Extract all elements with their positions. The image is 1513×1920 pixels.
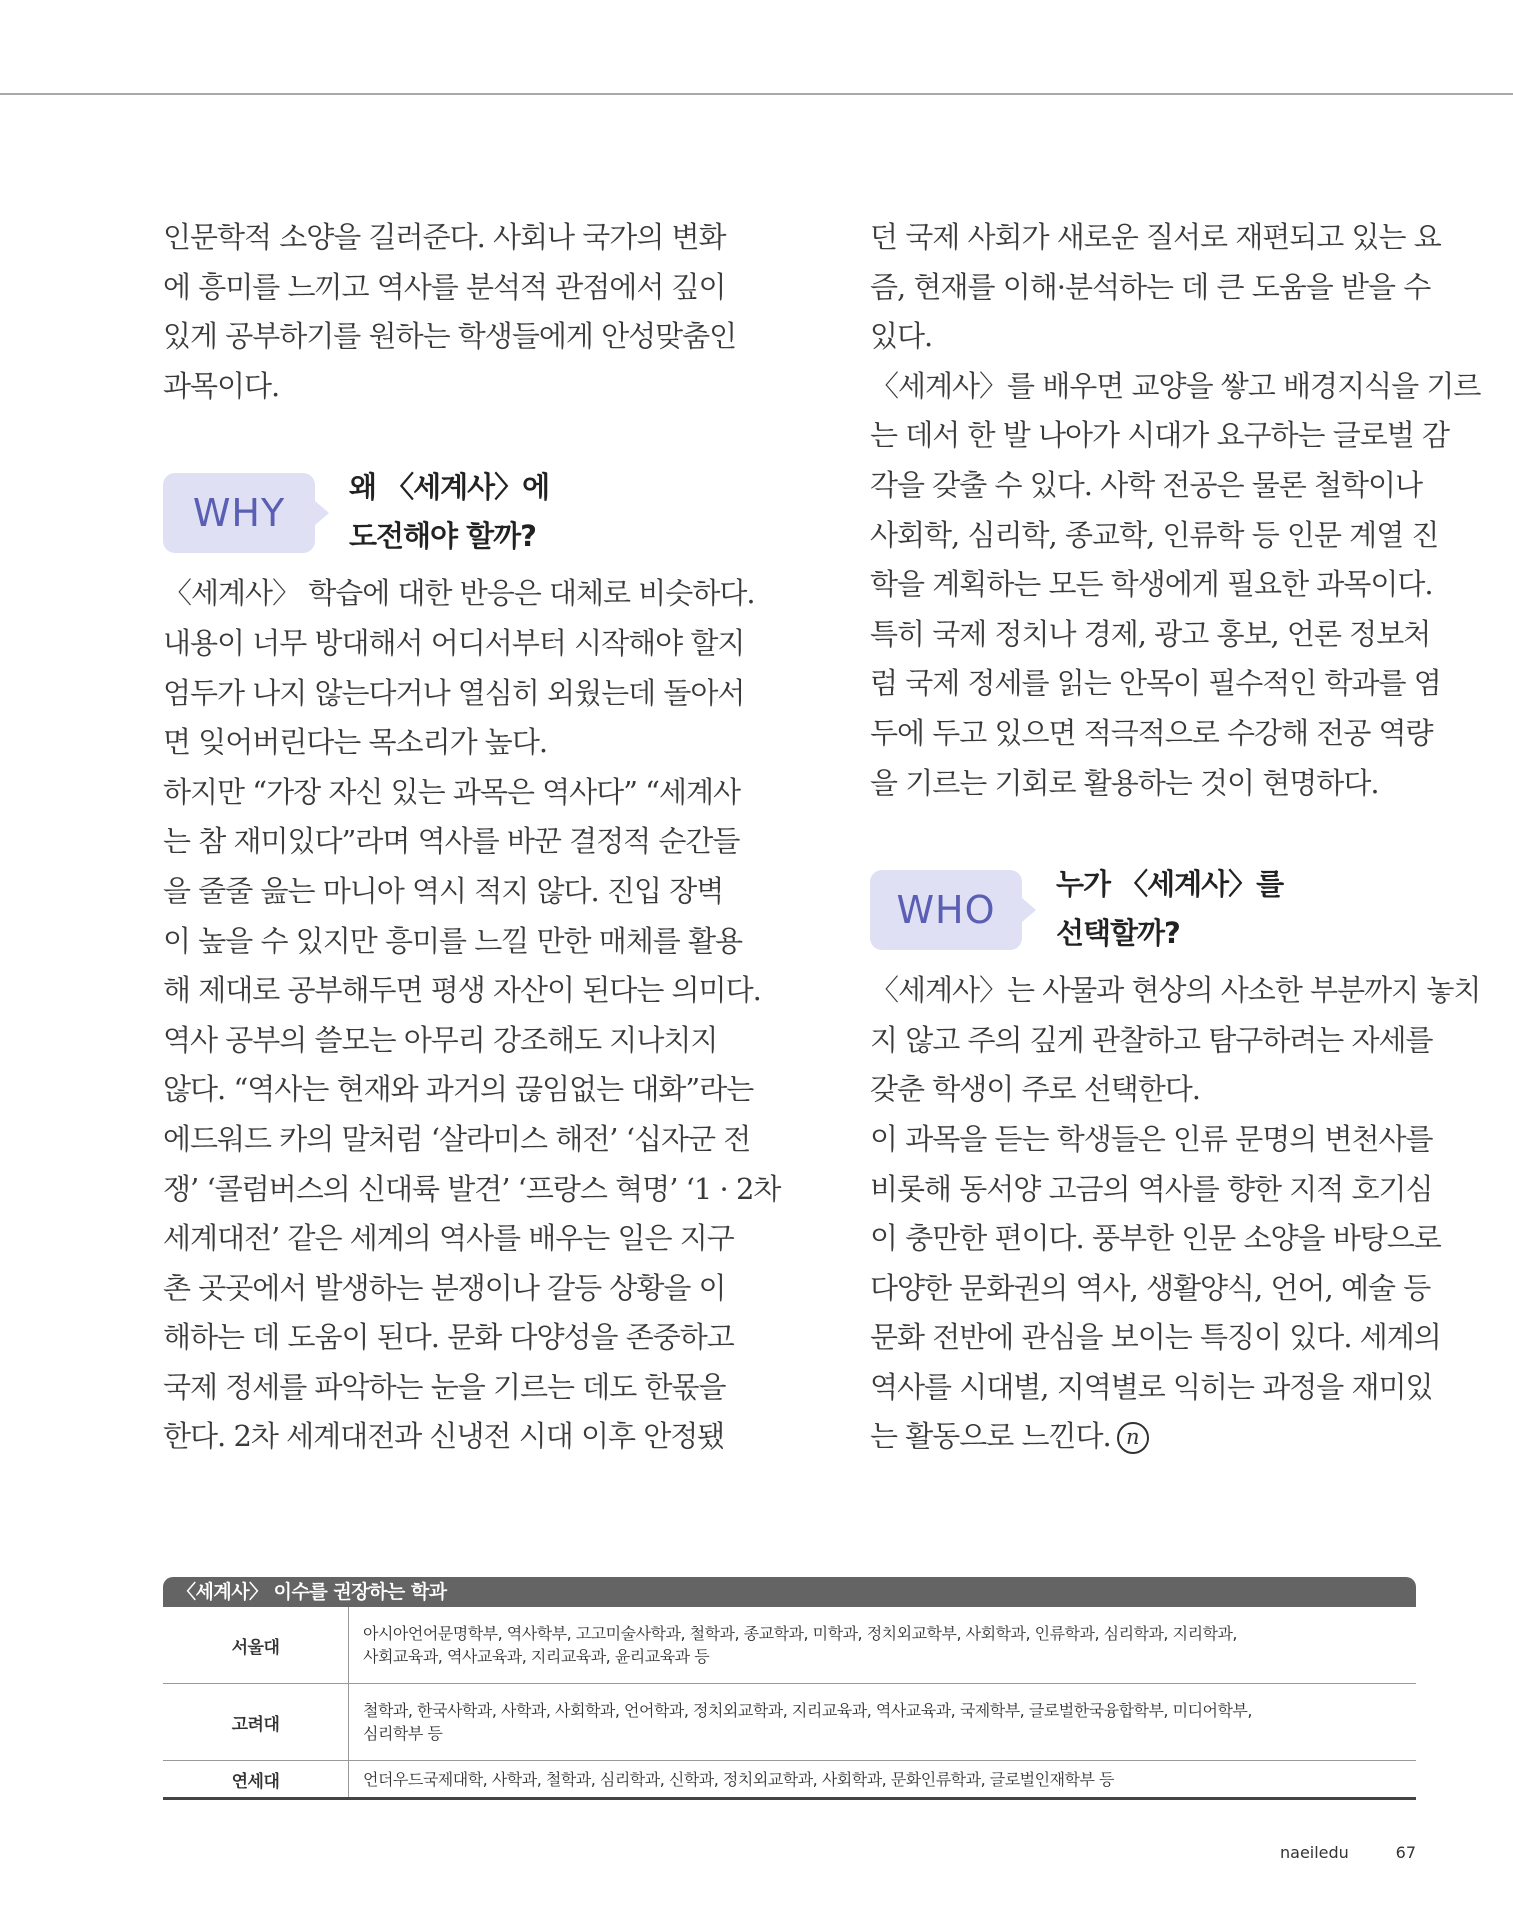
text-line: 〈세계사〉를 배우면 교양을 쌓고 배경지식을 기르: [870, 368, 1481, 403]
table-row: [163, 1761, 1416, 1799]
text-line: 는 데서 한 발 나아가 시대가 요구하는 글로벌 감: [870, 418, 1450, 453]
majors-line: 사회교육과, 역사교육과, 지리교육과, 윤리교육과 등: [363, 1647, 710, 1666]
text-line: 이 높을 수 있지만 흥미를 느낄 만한 매체를 활용: [163, 923, 743, 958]
text-line: 던 국제 사회가 새로운 질서로 재편되고 있는 요: [870, 220, 1441, 254]
text-line: 각을 갖출 수 있다. 사학 전공은 물론 철학이나: [870, 467, 1422, 502]
text-line: 두에 두고 있으면 적극적으로 수강해 전공 역량: [870, 715, 1433, 750]
text-line: 엄두가 나지 않는다거나 열심히 외웠는데 돌아서: [163, 675, 745, 710]
text-line: 면 잊어버린다는 목소리가 높다.: [163, 725, 548, 760]
text-line: 국제 정세를 파악하는 눈을 기르는 데도 한몫을: [163, 1369, 726, 1404]
left-column: [163, 213, 781, 1462]
text-line: 한다. 2차 세계대전과 신냉전 시대 이후 안정됐: [163, 1419, 725, 1454]
table-row: [163, 1607, 1416, 1684]
text-line: 다양한 문화권의 역사, 생활양식, 언어, 예술 등: [870, 1270, 1431, 1305]
who-title: [1056, 860, 1416, 958]
text-line: 역사를 시대별, 지역별로 익히는 과정을 재미있: [870, 1369, 1433, 1404]
text-line: 해 제대로 공부해두면 평생 자산이 된다는 의미다.: [163, 973, 761, 1008]
text-line: 을 줄줄 읊는 마니아 역시 적지 않다. 진입 장벽: [163, 873, 724, 908]
text-line: 〈세계사〉는 사물과 현상의 사소한 부분까지 놓치: [870, 973, 1481, 1008]
text-line: 인문학적 소양을 길러준다. 사회나 국가의 변화: [163, 220, 726, 254]
text-line: 사회학, 심리학, 종교학, 인류학 등 인문 계열 진: [870, 517, 1439, 552]
right-top-paragraph: [870, 213, 1481, 808]
text-line: 세계대전’ 같은 세계의 역사를 배우는 일은 지구: [163, 1221, 734, 1256]
text-line: 이 과목을 듣는 학생들은 인류 문명의 변천사를: [870, 1121, 1433, 1156]
university-cell: 고려대: [163, 1684, 349, 1761]
text-line: 에 흥미를 느끼고 역사를 분석적 관점에서 깊이: [163, 269, 726, 304]
why-title-line: 도전해야 할까?: [349, 519, 537, 554]
table-title: 〈세계사〉 이수를 권장하는 학과: [163, 1577, 1416, 1607]
text-line: 쟁’ ‘콜럼버스의 신대륙 발견’ ‘프랑스 혁명’ ‘1 · 2차: [163, 1171, 781, 1206]
text-line: 내용이 너무 방대해서 어디서부터 시작해야 할지: [163, 625, 745, 660]
text-line: 있다.: [870, 319, 933, 354]
text-line: 촌 곳곳에서 발생하는 분쟁이나 갈등 상황을 이: [163, 1270, 726, 1305]
text-line: 〈세계사〉 학습에 대한 반응은 대체로 비슷하다.: [163, 576, 755, 611]
majors-cell: [349, 1761, 1417, 1799]
majors-line: 아시아언어문명학부, 역사학부, 고고미술사학과, 철학과, 종교학과, 미학과, 정치외교학부, 사회학과, 인류학과, 심리학과, 지리학과,: [363, 1624, 1238, 1643]
text-line: 럼 국제 정세를 읽는 안목이 필수적인 학과를 염: [870, 666, 1441, 701]
why-badge: WHY: [163, 473, 315, 553]
text-line: 을 기르는 기회로 활용하는 것이 현명하다.: [870, 765, 1379, 800]
majors-line: 심리학부 등: [363, 1724, 443, 1743]
right-column: [870, 213, 1481, 1462]
text-line: 해하는 데 도움이 된다. 문화 다양성을 존중하고: [163, 1320, 734, 1355]
last-line-text: 는 활동으로 느낀다.: [870, 1419, 1111, 1454]
table-row: [163, 1684, 1416, 1761]
university-cell: 연세대: [163, 1761, 349, 1799]
top-rule: [0, 93, 1513, 95]
why-body: [163, 569, 781, 1462]
who-body: [870, 966, 1481, 1462]
text-line: 학을 계획하는 모든 학생에게 필요한 과목이다.: [870, 567, 1433, 602]
text-line: [870, 1412, 1415, 1462]
text-line: 갖춘 학생이 주로 선택한다.: [870, 1072, 1201, 1107]
text-line: 에드워드 카의 말처럼 ‘살라미스 해전’ ‘십자군 전: [163, 1121, 751, 1156]
article-end-icon: n: [1117, 1422, 1149, 1454]
text-line: 있게 공부하기를 원하는 학생들에게 안성맞춤인: [163, 319, 737, 354]
text-line: 는 참 재미있다”라며 역사를 바꾼 결정적 순간들: [163, 824, 740, 859]
page-number: 67: [1395, 1843, 1416, 1862]
recommended-majors-table: [163, 1577, 1416, 1800]
majors-line: 언더우드국제대학, 사학과, 철학과, 심리학과, 신학과, 정치외교학과, 사회학과, 문화인류학과, 글로벌인재학부 등: [363, 1769, 1114, 1789]
why-title-line: 왜 〈세계사〉에: [349, 470, 550, 505]
why-title: [349, 463, 709, 561]
majors-table: [163, 1607, 1416, 1800]
university-cell: 서울대: [163, 1607, 349, 1684]
text-line: 비롯해 동서양 고금의 역사를 향한 지적 호기심: [870, 1171, 1433, 1206]
text-line: 즘, 현재를 이해·분석하는 데 큰 도움을 받을 수: [870, 269, 1431, 304]
footer-brand: naeiledu: [1280, 1843, 1349, 1862]
intro-paragraph: [163, 213, 737, 411]
text-line: 이 충만한 편이다. 풍부한 인문 소양을 바탕으로: [870, 1221, 1441, 1256]
majors-cell: [349, 1684, 1417, 1761]
text-line: 특히 국제 정치나 경제, 광고 홍보, 언론 정보처: [870, 616, 1431, 651]
text-line: 역사 공부의 쓸모는 아무리 강조해도 지나치지: [163, 1022, 718, 1057]
who-title-line: 선택할까?: [1056, 916, 1180, 951]
why-heading: [163, 471, 708, 561]
text-line: 문화 전반에 관심을 보이는 특징이 있다. 세계의: [870, 1320, 1441, 1355]
text-line: 지 않고 주의 깊게 관찰하고 탐구하려는 자세를: [870, 1022, 1433, 1057]
majors-line: 철학과, 한국사학과, 사학과, 사회학과, 언어학과, 정치외교학과, 지리교육과, 역사교육과, 국제학부, 글로벌한국융합학부, 미디어학부,: [363, 1701, 1252, 1720]
who-heading: [870, 868, 1415, 958]
text-line: 하지만 “가장 자신 있는 과목은 역사다” “세계사: [163, 774, 741, 809]
who-title-line: 누가 〈세계사〉를: [1056, 867, 1284, 902]
text-line: 않다. “역사는 현재와 과거의 끊임없는 대화”라는: [163, 1072, 754, 1107]
who-badge: WHO: [870, 870, 1022, 950]
majors-cell: [349, 1607, 1417, 1684]
text-line: 과목이다.: [163, 368, 280, 403]
